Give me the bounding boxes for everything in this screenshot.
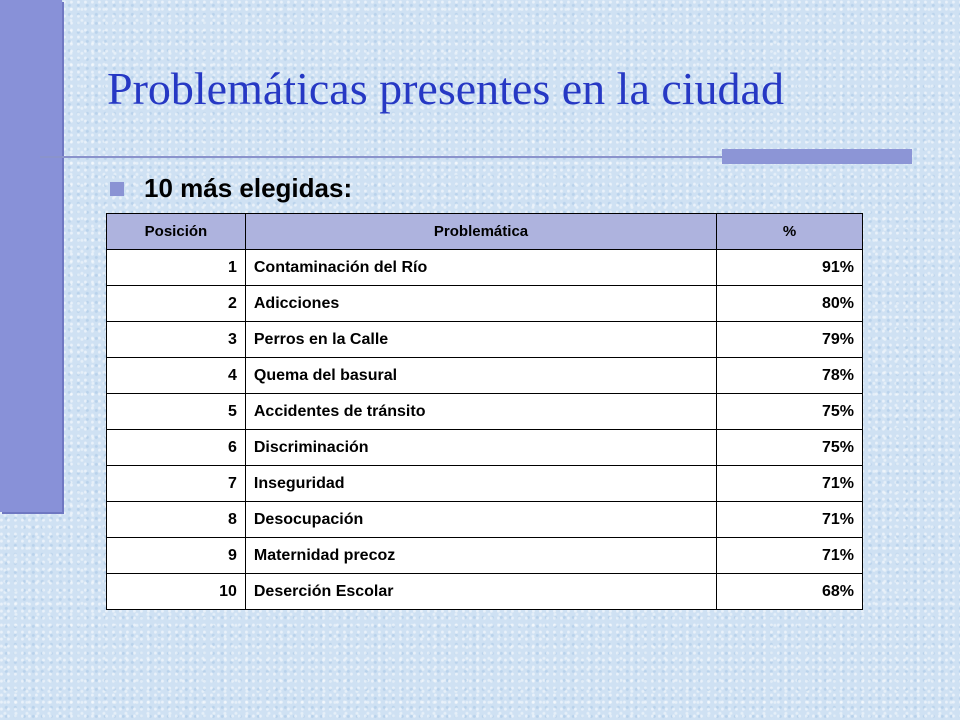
- cell-position: 2: [107, 286, 246, 322]
- cell-position: 6: [107, 430, 246, 466]
- cell-problem: Accidentes de tránsito: [245, 394, 716, 430]
- table-row: [107, 358, 863, 394]
- title-accent-bar: [722, 149, 912, 164]
- cell-problem: Deserción Escolar: [245, 574, 716, 610]
- cell-position: 9: [107, 538, 246, 574]
- cell-position: 1: [107, 250, 246, 286]
- cell-problem: Inseguridad: [245, 466, 716, 502]
- cell-percent: 78%: [717, 358, 863, 394]
- cell-problem: Discriminación: [245, 430, 716, 466]
- cell-percent: 71%: [717, 538, 863, 574]
- cell-position: 10: [107, 574, 246, 610]
- cell-position: 8: [107, 502, 246, 538]
- header-problem: Problemática: [245, 214, 716, 250]
- cell-problem: Quema del basural: [245, 358, 716, 394]
- table-row: [107, 394, 863, 430]
- cell-problem: Adicciones: [245, 286, 716, 322]
- cell-percent: 68%: [717, 574, 863, 610]
- cell-percent: 71%: [717, 466, 863, 502]
- cell-problem: Perros en la Calle: [245, 322, 716, 358]
- table-row: [107, 574, 863, 610]
- cell-percent: 75%: [717, 430, 863, 466]
- page-title: Problemáticas presentes en la ciudad: [107, 63, 784, 114]
- cell-position: 4: [107, 358, 246, 394]
- table-header-row: [107, 214, 863, 250]
- table-row: [107, 430, 863, 466]
- bullet-text: 10 más elegidas:: [144, 173, 353, 203]
- cell-percent: 80%: [717, 286, 863, 322]
- table-row: [107, 538, 863, 574]
- cell-problem: Desocupación: [245, 502, 716, 538]
- bullet-item: [110, 173, 352, 204]
- cell-percent: 91%: [717, 250, 863, 286]
- cell-percent: 79%: [717, 322, 863, 358]
- header-percent: %: [717, 214, 863, 250]
- cell-problem: Contaminación del Río: [245, 250, 716, 286]
- cell-percent: 71%: [717, 502, 863, 538]
- table-row: [107, 502, 863, 538]
- cell-position: 5: [107, 394, 246, 430]
- ranking-table: [106, 213, 863, 610]
- square-bullet-icon: [110, 182, 124, 196]
- table-row: [107, 466, 863, 502]
- cell-percent: 75%: [717, 394, 863, 430]
- header-position: Posición: [107, 214, 246, 250]
- left-accent-bar: [0, 0, 62, 512]
- cell-problem: Maternidad precoz: [245, 538, 716, 574]
- cell-position: 3: [107, 322, 246, 358]
- cell-position: 7: [107, 466, 246, 502]
- table-row: [107, 250, 863, 286]
- table-row: [107, 286, 863, 322]
- table-row: [107, 322, 863, 358]
